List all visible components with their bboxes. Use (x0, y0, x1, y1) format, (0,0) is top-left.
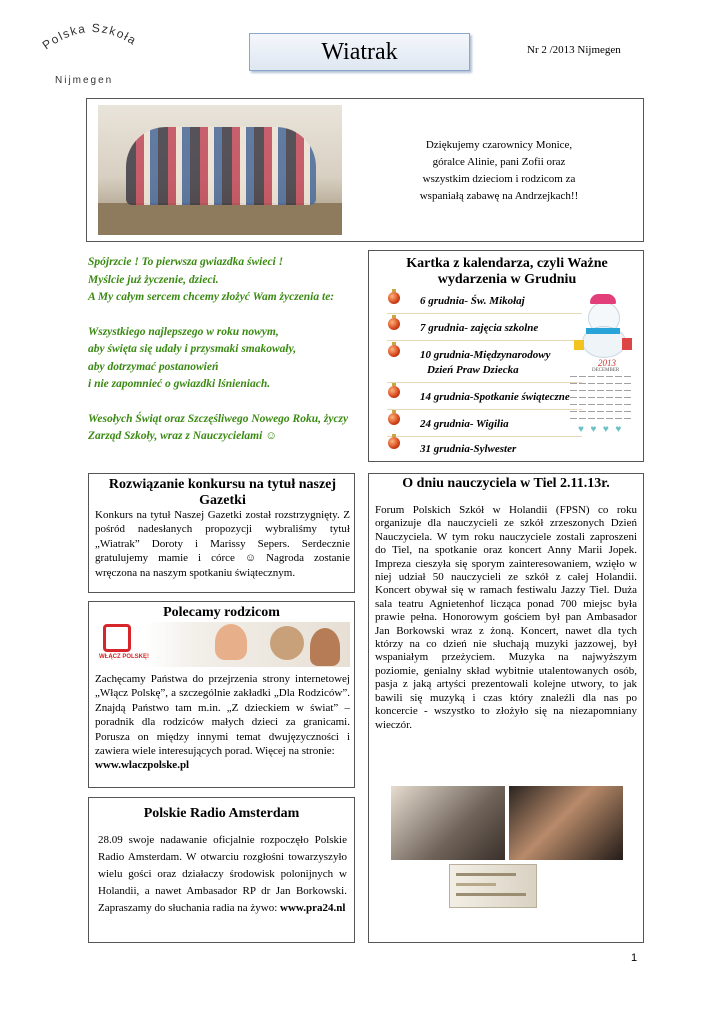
teacher-day-text: Forum Polskich Szkół w Holandii (FPSN) co roku organizuje dla nauczycieli ze szkół zrzeszonych Dzień Nauczyciela. W tym roku nauczyciele zostali zaproszeni do Tiel, na spotkanie oraz koncert Anny Marii Jopek. Impreza cieszyła się sporym zainteresowaniem, wzięło w niej udział 50 nauczycieli ze szkół z całej Holandii. Koncert obywał się w ramach festiwalu Jazzy Tiel. Duża sala teatru Agnietenhof licząca ponad 700 miejsc była prawie pełna. Honorowym gościem był pan Ambasador Jan Borkowski wraz z żoną. Koncert, nawet dla tych którzy na co dzień nie słuchają muzyki jazzowej, był wspaniałym przeżyciem. Muzyka na najwyższym poziomie, genialny skład wybitnie utalentowanych osób, pasja z jaką artyści prezentowali kolejne utwory, to jak bawili się muzyką i czas który znaleźli dla nas po koncercie - wszystko to złożyło się na niezapomniany wieczór. (375, 504, 637, 731)
recommend-text: Zachęcamy Państwa do przejrzenia strony internetowej „Włącz Polskę”, a szczególnie zakładki „Dla Rodziców”. Znajdą Państwo tam m.in. „Z dzieckiem w świat” – poradnik dla rodziców małych dzieci za granicami. Porusza on między innymi temat dwujęzyczności i zawiera wiele interesujących porad. Więcej na stronie: www.wlaczpolske.pl (95, 673, 350, 772)
ornament-icon (388, 318, 400, 330)
event-item: 6 grudnia- Św. Mikołaj (420, 295, 525, 307)
christmas-greeting: Spójrzcie ! To pierwsza gwiazdka świeci ! Myślcie już życzenie, dzieci. A My całym sercem chcemy złożyć Wam życzenia te: Wszystkiego najlepszego w roku nowym, aby święta się udały i przysmaki smakowały, aby dotrzymać postanowień i nie zapomnieć o gwiazdki lśnieniach. Wesołych Świąt oraz Szczęśliwego Nowego Roku, życzy Zarząd Szkoły, wraz z Nauczycielami ☺ (88, 256, 349, 442)
event-item: 14 grudnia-Spotkanie świąteczne (420, 391, 570, 403)
logo-bottom-text: Nijmegen (55, 75, 114, 86)
pra24-link[interactable]: www.pra24.nl (280, 902, 346, 914)
ornament-icon (388, 292, 400, 304)
event-item: 31 grudnia-Sylwester (420, 443, 517, 455)
concert-photo-1 (391, 786, 505, 860)
event-item: 10 grudnia-Międzynarodowy (420, 349, 551, 361)
contest-text: Konkurs na tytuł Naszej Gazetki został rozstrzygnięty. Z pośród nadesłanych propozycji wybraliśmy tytuł „Wiatrak” Doroty i Marissy Sepers. Serdecznie gratulujemy mamie i córce ☺ Nagroda zostanie wręczona na naszym spotkaniu świątecznym. (95, 509, 350, 579)
snowman-calendar-image (568, 290, 638, 440)
ornament-icon (388, 437, 400, 449)
logo-top-text: Polska Szkoła (39, 20, 140, 53)
calendar-heading: Kartka z kalendarza, czyli Ważne wydarzenia w Grudniu (406, 256, 608, 287)
school-logo (38, 20, 148, 80)
event-item: 24 grudnia- Wigilia (420, 418, 509, 430)
wlacz-polske-banner (95, 622, 350, 667)
issue-number: Nr 2 /2013 Nijmegen (527, 44, 621, 56)
hearts-icon: ♥ ♥ ♥ ♥ (578, 424, 624, 435)
radio-section (88, 797, 355, 943)
newsletter-title: Wiatrak (249, 33, 470, 71)
group-photo (98, 105, 342, 235)
wlaczpolske-link[interactable]: www.wlaczpolske.pl (95, 759, 190, 772)
teacher-day-section (368, 473, 644, 943)
svg-text:Polska Szkoła (40, 21, 140, 52)
teacher-day-heading: O dniu nauczyciela w Tiel 2.11.13r. (402, 476, 610, 491)
andrzejki-section (86, 98, 644, 242)
radio-text: 28.09 swoje nadawanie oficjalnie rozpoczęło Polskie Radio Amsterdam. W otwarciu rozgłośni towarzyszyło wielu gości oraz działaczy środowisk polonijnych w Holandii, a nawet Ambasador RP dr Jan Borkowski. Zapraszamy do słuchania radia na żywo: www.pra24.nl (98, 834, 347, 914)
banner-logo-text: WŁĄCZ POLSKĘ! (99, 654, 149, 660)
ornament-icon (388, 386, 400, 398)
concert-photo-2 (509, 786, 623, 860)
thanks-text: Dziękujemy czarownicy Monice, góralce Alinie, pani Zofii oraz wszystkim dzieciom i rodzicom za wspaniałą zabawę na Andrzejkach!! (419, 139, 579, 202)
recommend-section (88, 601, 355, 788)
contest-heading: Rozwiązanie konkursu na tytuł naszej Gazetki (108, 477, 337, 508)
event-item: Dzień Praw Dziecka (427, 364, 519, 376)
ornament-icon (388, 413, 400, 425)
page-number: 1 (631, 952, 638, 964)
concert-ticket-image (449, 864, 537, 908)
contest-section (88, 473, 355, 593)
event-item: 7 grudnia- zajęcia szkolne (420, 322, 539, 334)
calendar-month: DECEMBER (592, 368, 620, 373)
ornament-icon (388, 345, 400, 357)
recommend-heading: Polecamy rodzicom (163, 605, 280, 620)
calendar-year: 2013 (598, 358, 616, 368)
radio-heading: Polskie Radio Amsterdam (143, 806, 300, 821)
